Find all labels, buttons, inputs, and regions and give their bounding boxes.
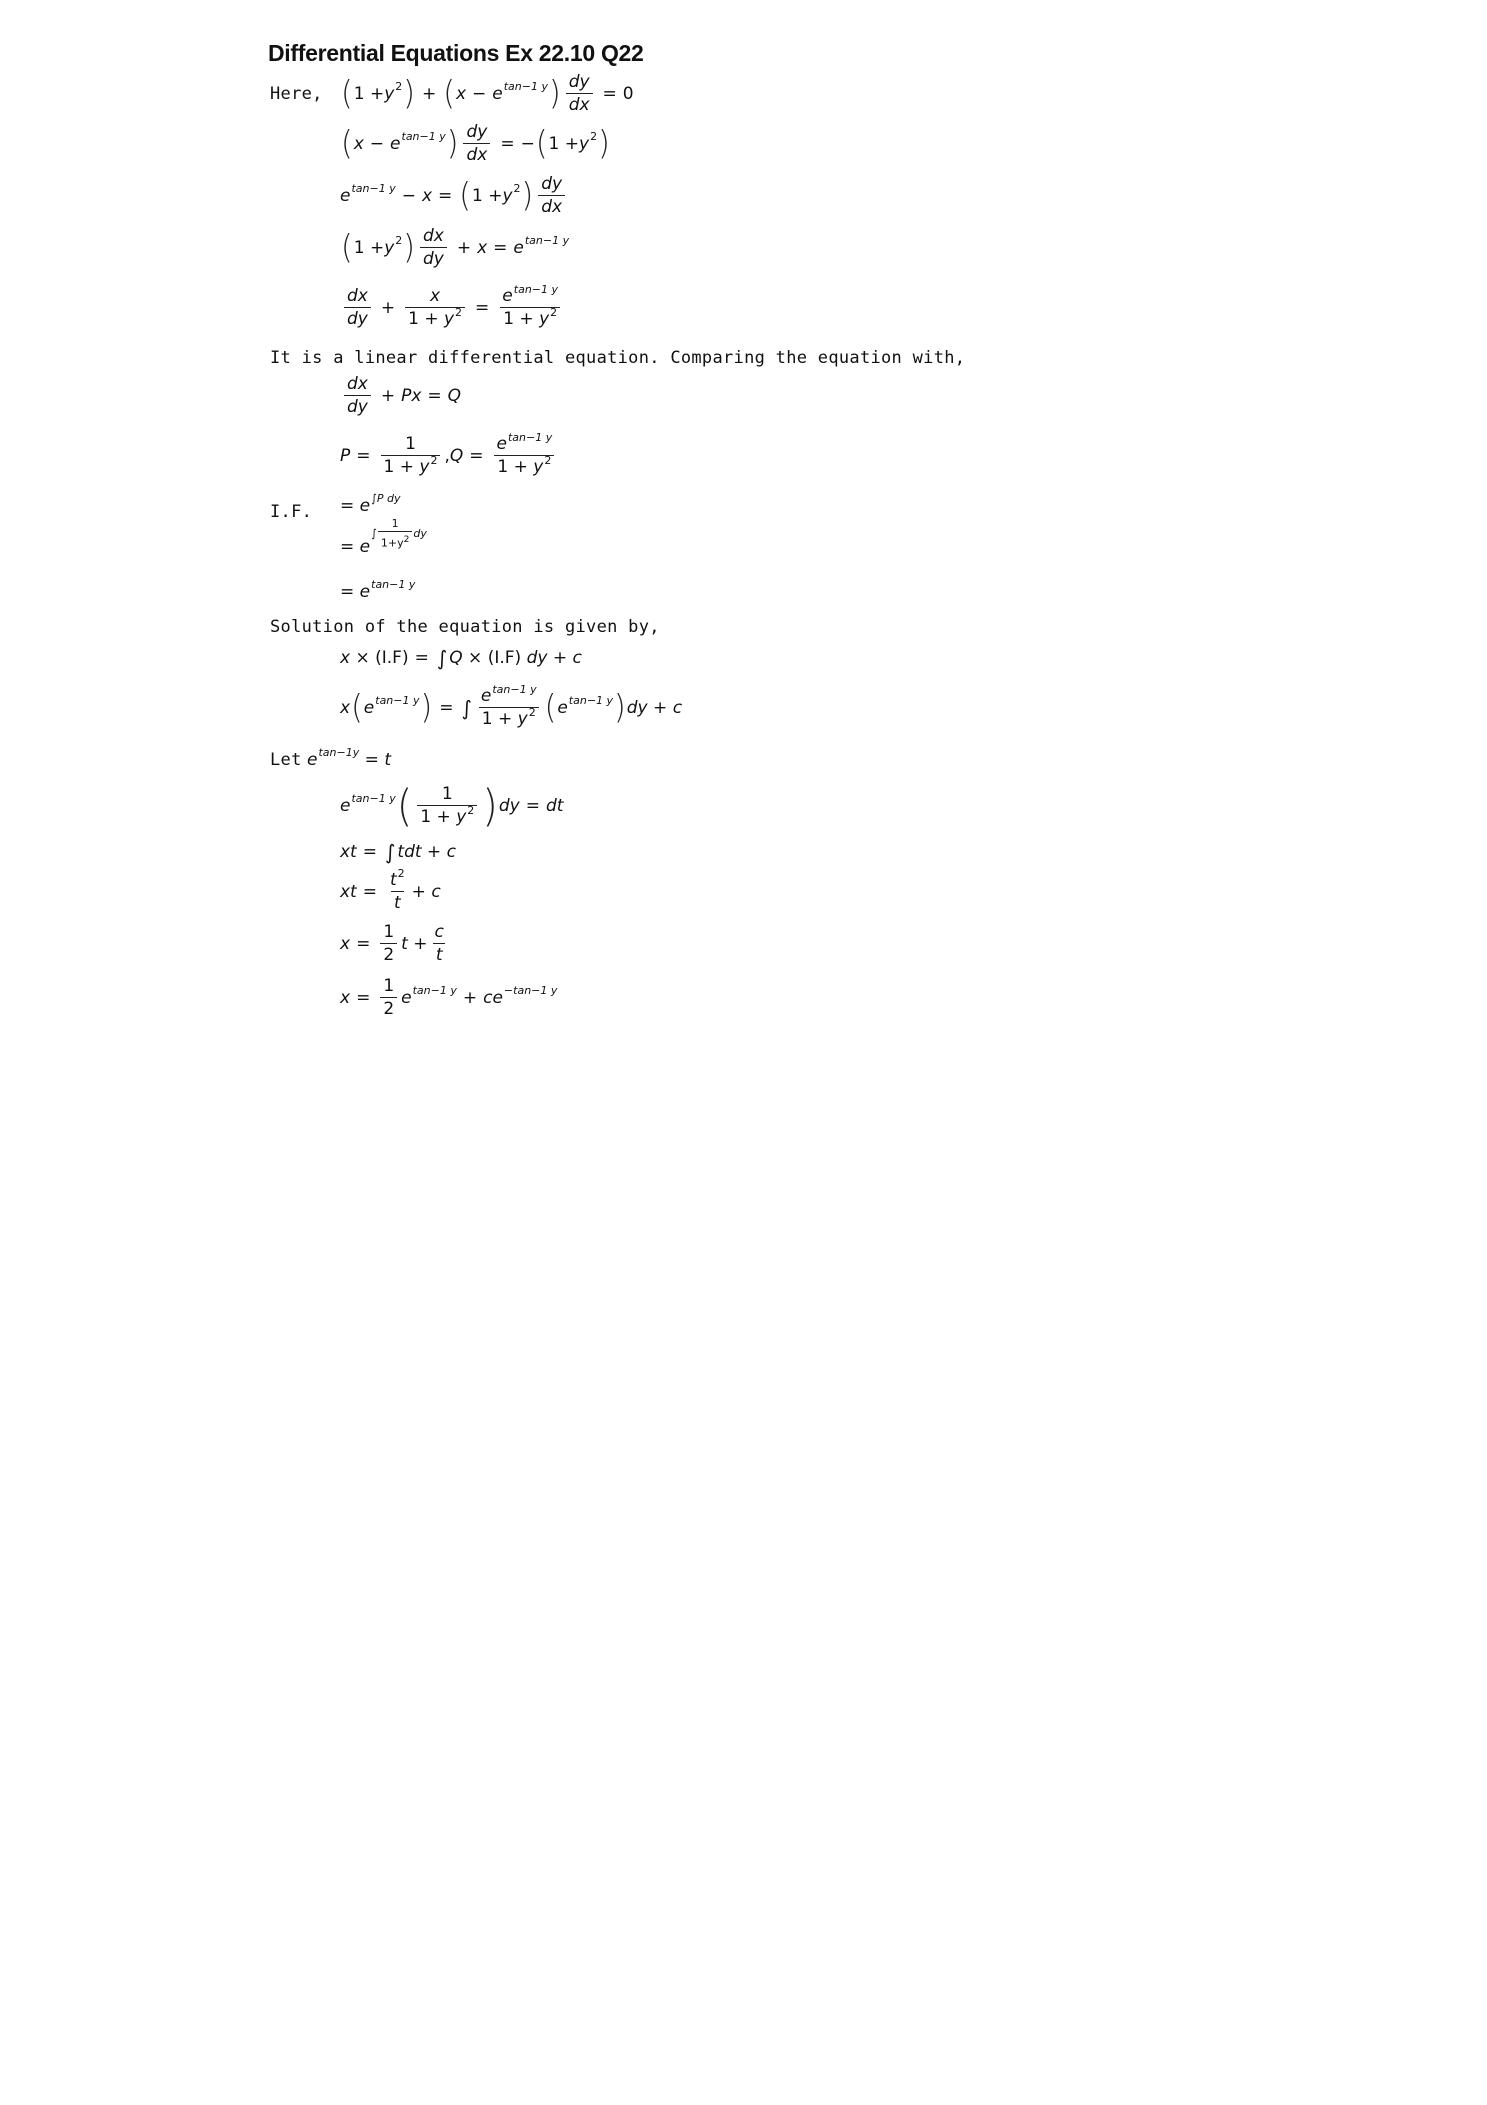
equation-solution-general: x × (I.F) = ∫ Q × (I.F) dy + c xyxy=(340,646,582,670)
equation-final-answer: x = $\frac{1}{2}$ e tan−1 y + ce −tan−1 y xyxy=(340,976,558,1019)
page-title: Differential Equations Ex 22.10 Q22 xyxy=(268,40,644,66)
equation-standard-form: $\frac{dx}{dy}$ + Px = Q xyxy=(340,376,461,416)
equation-x-in-t: x = $\frac{1}{2}$ t + $\frac{c}{t}$ xyxy=(340,922,444,965)
equation-2: ( x − e tan−1 y ) $\frac{dy}{dx}$ = − ( 1 + y 2 ) xyxy=(341,122,610,165)
linear-sentence: It is a linear differential equation. Comparing the equation with, xyxy=(270,348,966,368)
equation-if-1: = e ∫P dy xyxy=(340,492,401,516)
equation-4: ( 1 + y 2 ) $\frac{dx}{dy}$ + x = e tan−1 y xyxy=(341,226,570,269)
here-label: Here, xyxy=(270,84,323,104)
equation-solution-specific: x ( e tan−1 y ) = ∫ $\frac{e^{tan-1 y}}{1 + y^2}$ ( e tan−1 y ) dy + c xyxy=(340,683,683,729)
equation-if-2: = e ∫ $\frac{1}{1+y^2}$ dy xyxy=(340,517,427,557)
equation-xt-result: xt = $\frac{t^2}{t}$ + c xyxy=(340,867,441,913)
equation-5: $\frac{dx}{dy}$ + $\frac{x}{1 + y^2}$ = $\frac{e^{tan-1 y}}{1 + y^2}$ xyxy=(340,288,565,328)
equation-p-q: P = $\frac{1}{1 + y^2}$ , Q = $\frac{e^{tan-1 y}}{1 + y^2}$ xyxy=(340,436,559,476)
let-substitution: Let e tan−1y = t xyxy=(270,746,391,770)
equation-1: ( 1 + y 2 ) + ( x − e tan−1 y ) $\frac{dy}{dx}$ = 0 xyxy=(341,72,634,115)
equation-differential-t: e tan−1 y ( $\frac{1}{1 + y^2}$ ) dy = dt xyxy=(340,780,564,832)
equation-xt-integral: xt = ∫ tdt + c xyxy=(340,840,456,864)
if-label: I.F. xyxy=(270,502,313,522)
equation-if-3: = e tan−1 y xyxy=(340,578,416,602)
equation-3: e tan−1 y − x = ( 1 + y 2 ) $\frac{dy}{dx}$ xyxy=(340,176,569,216)
solution-sentence: Solution of the equation is given by, xyxy=(270,617,660,637)
